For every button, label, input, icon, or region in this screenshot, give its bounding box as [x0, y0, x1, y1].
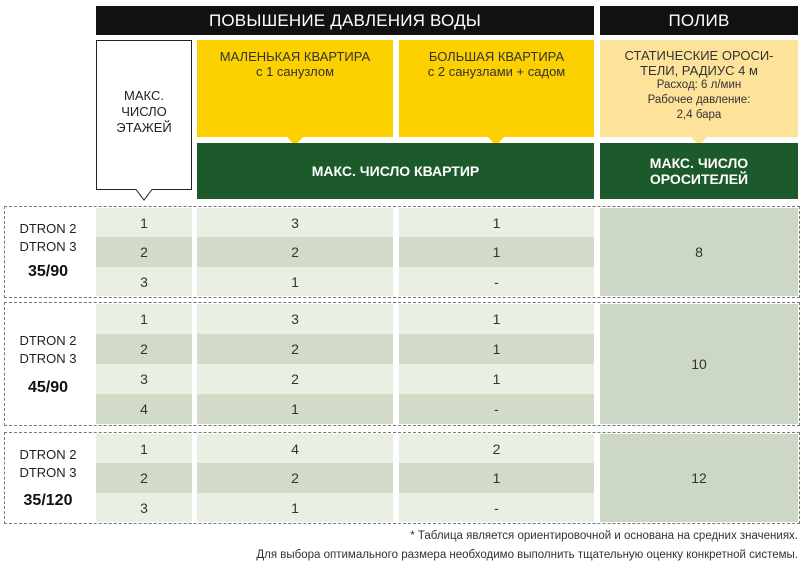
table-cell-small: 2: [197, 237, 393, 267]
max-sprinklers-line-1: МАКС. ЧИСЛО: [649, 155, 749, 171]
table-cell-floors: 3: [96, 364, 192, 394]
header-water-pressure: [96, 6, 594, 35]
group-1-model-2: DTRON 3: [19, 239, 77, 254]
table-cell-floors: 1: [96, 304, 192, 334]
max-apartments-header: [197, 143, 594, 199]
table-cell-floors: 4: [96, 394, 192, 424]
table-cell-floors: 2: [96, 334, 192, 364]
sprinklers-flow: Расход: 6 л/мин: [656, 79, 742, 91]
table-cell-small: 1: [197, 493, 393, 522]
group-3-model-2: DTRON 3: [19, 465, 77, 480]
group-1-ratio: 35/90: [27, 263, 69, 280]
group-2-ratio: 45/90: [27, 379, 69, 396]
table-cell-big: -: [399, 267, 594, 296]
small-apartment-header: [197, 40, 393, 137]
small-apartment-line-2: с 1 санузлом: [255, 64, 335, 79]
table-cell-small: 2: [197, 463, 393, 493]
table-cell-floors: 3: [96, 267, 192, 296]
table-cell-big: 1: [399, 304, 594, 334]
table-cell-small: 4: [197, 434, 393, 463]
table-cell-small: 3: [197, 304, 393, 334]
floors-header-line-3: ЭТАЖЕЙ: [116, 120, 172, 135]
header-watering-label: ПОЛИВ: [668, 10, 730, 30]
table-cell-small: 2: [197, 334, 393, 364]
floors-header-callout: [96, 40, 192, 190]
table-cell-big: 1: [399, 463, 594, 493]
table-cell-small: 3: [197, 208, 393, 237]
table-cell-big: 2: [399, 434, 594, 463]
table-cell-big: 1: [399, 237, 594, 267]
floors-header-line-1: МАКС.: [124, 88, 164, 103]
group-2-sprinklers: 10: [600, 304, 798, 424]
table-cell-big: 1: [399, 334, 594, 364]
group-1-sprinklers: 8: [600, 208, 798, 296]
floors-header-line-2: ЧИСЛО: [121, 104, 167, 119]
footnote-1: * Таблица является ориентировочной и основана на средних значениях.: [410, 530, 798, 542]
header-water-pressure-label: ПОВЫШЕНИЕ ДАВЛЕНИЯ ВОДЫ: [208, 10, 482, 30]
max-apartments-label: МАКС. ЧИСЛО КВАРТИР: [311, 163, 480, 179]
max-sprinklers-line-2: ОРОСИТЕЛЕЙ: [649, 171, 749, 187]
floors-header-text: [96, 88, 192, 136]
table-cell-small: 2: [197, 364, 393, 394]
big-apartment-line-1: БОЛЬШАЯ КВАРТИРА: [428, 49, 565, 64]
table-cell-floors: 3: [96, 493, 192, 522]
max-sprinklers-header: [600, 143, 798, 199]
group-2-models: [8, 332, 88, 368]
table-cell-big: 1: [399, 208, 594, 237]
group-2-model-2: DTRON 3: [19, 351, 77, 366]
footnote-2: Для выбора оптимального размера необходимо выполнить тщательную оценку конкретной системы.: [256, 549, 798, 561]
table-cell-small: 1: [197, 267, 393, 296]
sprinklers-pressure-value: 2,4 бара: [676, 109, 722, 121]
table-cell-floors: 2: [96, 237, 192, 267]
group-3-sprinklers: 12: [600, 434, 798, 522]
group-3-models: [8, 446, 88, 482]
big-apartment-header: [399, 40, 594, 137]
group-3-model-1: DTRON 2: [19, 447, 77, 462]
sprinklers-line-2: ТЕЛИ, РАДИУС 4 м: [640, 63, 758, 78]
table-cell-small: 1: [197, 394, 393, 424]
table-cell-floors: 1: [96, 208, 192, 237]
sprinklers-header: [600, 40, 798, 137]
table-cell-big: -: [399, 493, 594, 522]
sprinklers-line-1: СТАТИЧЕСКИЕ ОРОСИ-: [624, 48, 774, 63]
small-apartment-line-1: МАЛЕНЬКАЯ КВАРТИРА: [219, 49, 371, 64]
group-3-ratio: 35/120: [23, 492, 73, 509]
big-apartment-line-2: с 2 санузлами + садом: [427, 64, 566, 79]
group-2-model-1: DTRON 2: [19, 333, 77, 348]
table-cell-floors: 2: [96, 463, 192, 493]
table-cell-big: -: [399, 394, 594, 424]
table-cell-big: 1: [399, 364, 594, 394]
sprinklers-pressure-label: Рабочее давление:: [647, 94, 751, 106]
table-cell-floors: 1: [96, 434, 192, 463]
group-1-model-1: DTRON 2: [19, 221, 77, 236]
header-watering: [600, 6, 798, 35]
group-1-models: [8, 220, 88, 256]
